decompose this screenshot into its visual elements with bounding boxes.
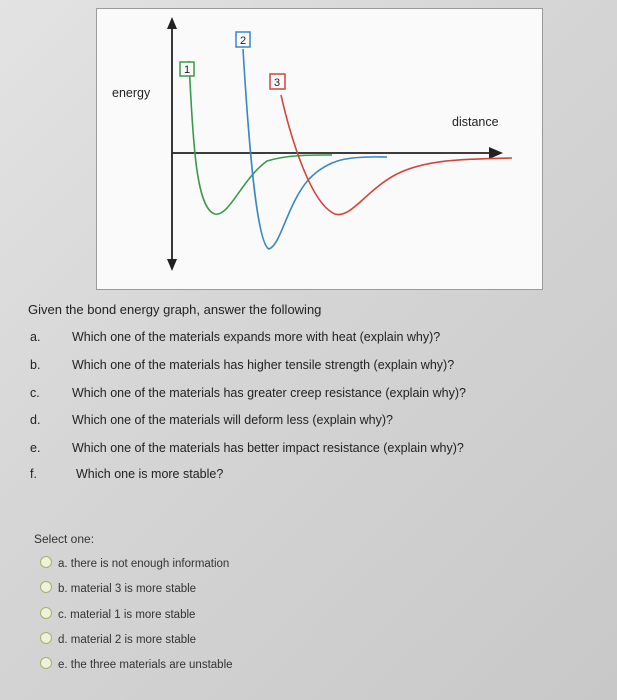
bond-energy-graph <box>97 9 542 289</box>
question-text: Which one of the materials has greater creep resistance (explain why)? <box>72 386 466 400</box>
question-letter: f. <box>30 467 37 481</box>
radio-button[interactable] <box>40 581 52 593</box>
answer-option-d[interactable] <box>40 632 196 646</box>
curve-1-label: 1 <box>183 64 191 76</box>
answer-option-label: c. material 1 is more stable <box>58 609 196 621</box>
distance-axis-label: distance <box>452 115 499 129</box>
answer-option-a[interactable] <box>40 556 229 570</box>
bond-energy-figure <box>96 8 543 290</box>
curve-3-label: 3 <box>273 77 281 89</box>
answer-option-b[interactable] <box>40 581 196 595</box>
energy-axis-arrow-bottom <box>167 259 177 271</box>
question-text: Which one of the materials has better impact resistance (explain why)? <box>72 441 464 455</box>
question-letter: b. <box>30 358 41 372</box>
answer-option-e[interactable] <box>40 657 233 671</box>
question-letter: d. <box>30 413 41 427</box>
radio-button[interactable] <box>40 556 52 568</box>
radio-button[interactable] <box>40 657 52 669</box>
curve-1 <box>189 61 332 214</box>
energy-axis-arrow-top <box>167 17 177 29</box>
question-letter: a. <box>30 330 41 344</box>
question-intro: Given the bond energy graph, answer the following <box>28 302 322 317</box>
curve-2-label: 2 <box>239 35 247 47</box>
radio-button[interactable] <box>40 632 52 644</box>
answer-option-c[interactable] <box>40 607 195 621</box>
radio-button[interactable] <box>40 607 52 619</box>
question-letter: c. <box>30 386 40 400</box>
distance-axis-arrow <box>489 147 503 159</box>
question-text: Which one of the materials has higher tensile strength (explain why)? <box>72 358 455 372</box>
question-text: Which one of the materials will deform less (explain why)? <box>72 413 393 427</box>
curve-2 <box>243 49 387 249</box>
answer-option-label: e. the three materials are unstable <box>58 659 233 671</box>
question-text: Which one is more stable? <box>76 467 224 481</box>
select-one-prompt: Select one: <box>34 532 95 546</box>
answer-option-label: a. there is not enough information <box>58 558 230 570</box>
energy-axis-label: energy <box>112 86 151 100</box>
answer-option-label: b. material 3 is more stable <box>58 583 197 595</box>
answer-option-label: d. material 2 is more stable <box>58 634 197 646</box>
question-text: Which one of the materials expands more with heat (explain why)? <box>72 330 441 344</box>
question-letter: e. <box>30 441 41 455</box>
